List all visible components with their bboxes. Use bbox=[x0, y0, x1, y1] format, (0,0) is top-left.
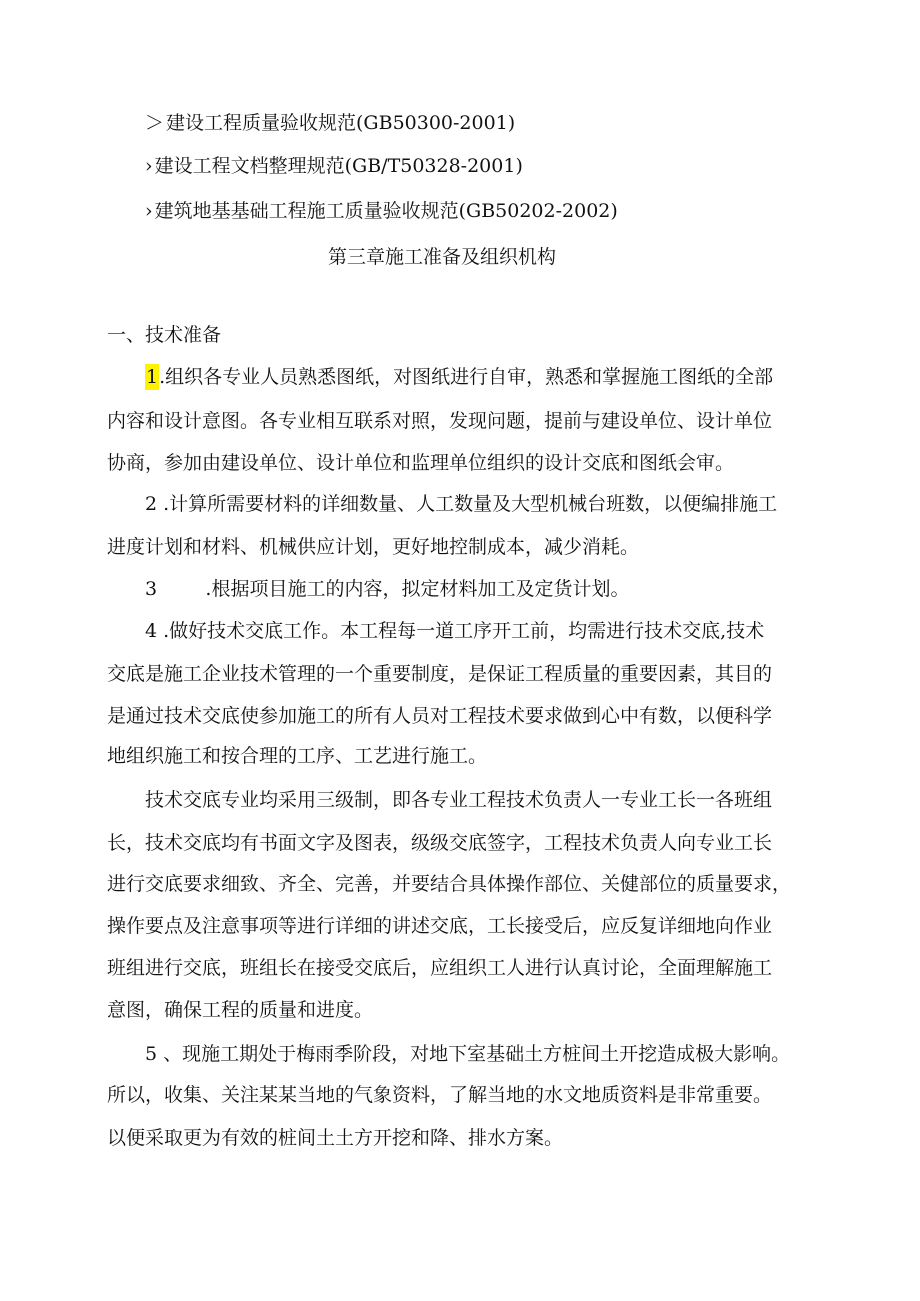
chapter-title: 第三章施工准备及组织机构 bbox=[328, 246, 557, 268]
paragraph-line: 长，技术交底均有书面文字及图表，级级交底签字，工程技术负责人向专业工长 bbox=[107, 832, 773, 854]
bullet-marker: ＞ bbox=[145, 112, 165, 134]
item-1-line: 协商，参加由建设单位、设计单位和监理单位组织的设计交底和图纸会审。 bbox=[107, 452, 735, 474]
item-5-line: 所以，收集、关注某某当地的气象资料，了解当地的水文地质资料是非常重要。 bbox=[107, 1084, 773, 1106]
item-4-line: 地组织施工和按合理的工序、工艺进行施工。 bbox=[107, 745, 488, 767]
item-5-line: 5 、现施工期处于梅雨季阶段，对地下室基础土方桩间土开挖造成极大影响。 bbox=[145, 1043, 791, 1065]
reference-text: 建设工程文档整理规范(GB/T50328-2001) bbox=[154, 155, 523, 177]
paragraph-line: 进行交底要求细致、齐全、完善，并要结合具体操作部位、关健部位的质量要求， bbox=[107, 873, 792, 895]
section-title: 一、技术准备 bbox=[107, 324, 222, 346]
item-4-line: 是通过技术交底使参加施工的所有人员对工程技术要求做到心中有数，以便科学 bbox=[107, 705, 773, 727]
reference-text: 建设工程质量验收规范(GB50300-2001) bbox=[166, 112, 516, 134]
paragraph-line: 技术交底专业均采用三级制，即各专业工程技术负责人一专业工长一各班组 bbox=[145, 789, 773, 811]
paragraph-line: 操作要点及注意事项等进行详细的讲述交底，工长接受后，应反复详细地向作业 bbox=[107, 915, 773, 937]
item-3-line: 3 .根据项目施工的内容，拟定材料加工及定货计划。 bbox=[145, 578, 630, 600]
item-1-text: .组织各专业人员熟悉图纸，对图纸进行自审，熟悉和掌握施工图纸的全部 bbox=[159, 366, 774, 388]
reference-text: 建筑地基基础工程施工质量验收规范(GB50202-2002) bbox=[154, 200, 618, 222]
bullet-marker: › bbox=[145, 155, 153, 177]
item-2-line: 2 .计算所需要材料的详细数量、人工数量及大型机械台班数，以便编排施工 bbox=[145, 493, 778, 515]
item-1-line: 内容和设计意图。各专业相互联系对照，发现问题，提前与建设单位、设计单位 bbox=[107, 410, 773, 432]
item-5-line: 以便采取更为有效的桩间土土方开挖和降、排水方案。 bbox=[107, 1127, 564, 1149]
reference-item bbox=[145, 199, 618, 223]
highlighted-number: 1 bbox=[146, 366, 159, 388]
item-4-line: 交底是施工企业技术管理的一个重要制度，是保证工程质量的重要因素，其目的 bbox=[107, 663, 773, 685]
paragraph-line: 意图，确保工程的质量和进度。 bbox=[107, 999, 374, 1021]
item-4-line: 4 .做好技术交底工作。本工程每一道工序开工前，均需进行技术交底,技术 bbox=[145, 620, 765, 642]
reference-item bbox=[145, 154, 523, 178]
item-2-line: 进度计划和材料、机械供应计划，更好地控制成本，减少消耗。 bbox=[107, 536, 640, 558]
paragraph-line: 班组进行交底，班组长在接受交底后，应组织工人进行认真讨论，全面理解施工 bbox=[107, 957, 773, 979]
bullet-marker: › bbox=[145, 200, 153, 222]
reference-item bbox=[145, 111, 515, 135]
item-1-line bbox=[145, 365, 773, 389]
